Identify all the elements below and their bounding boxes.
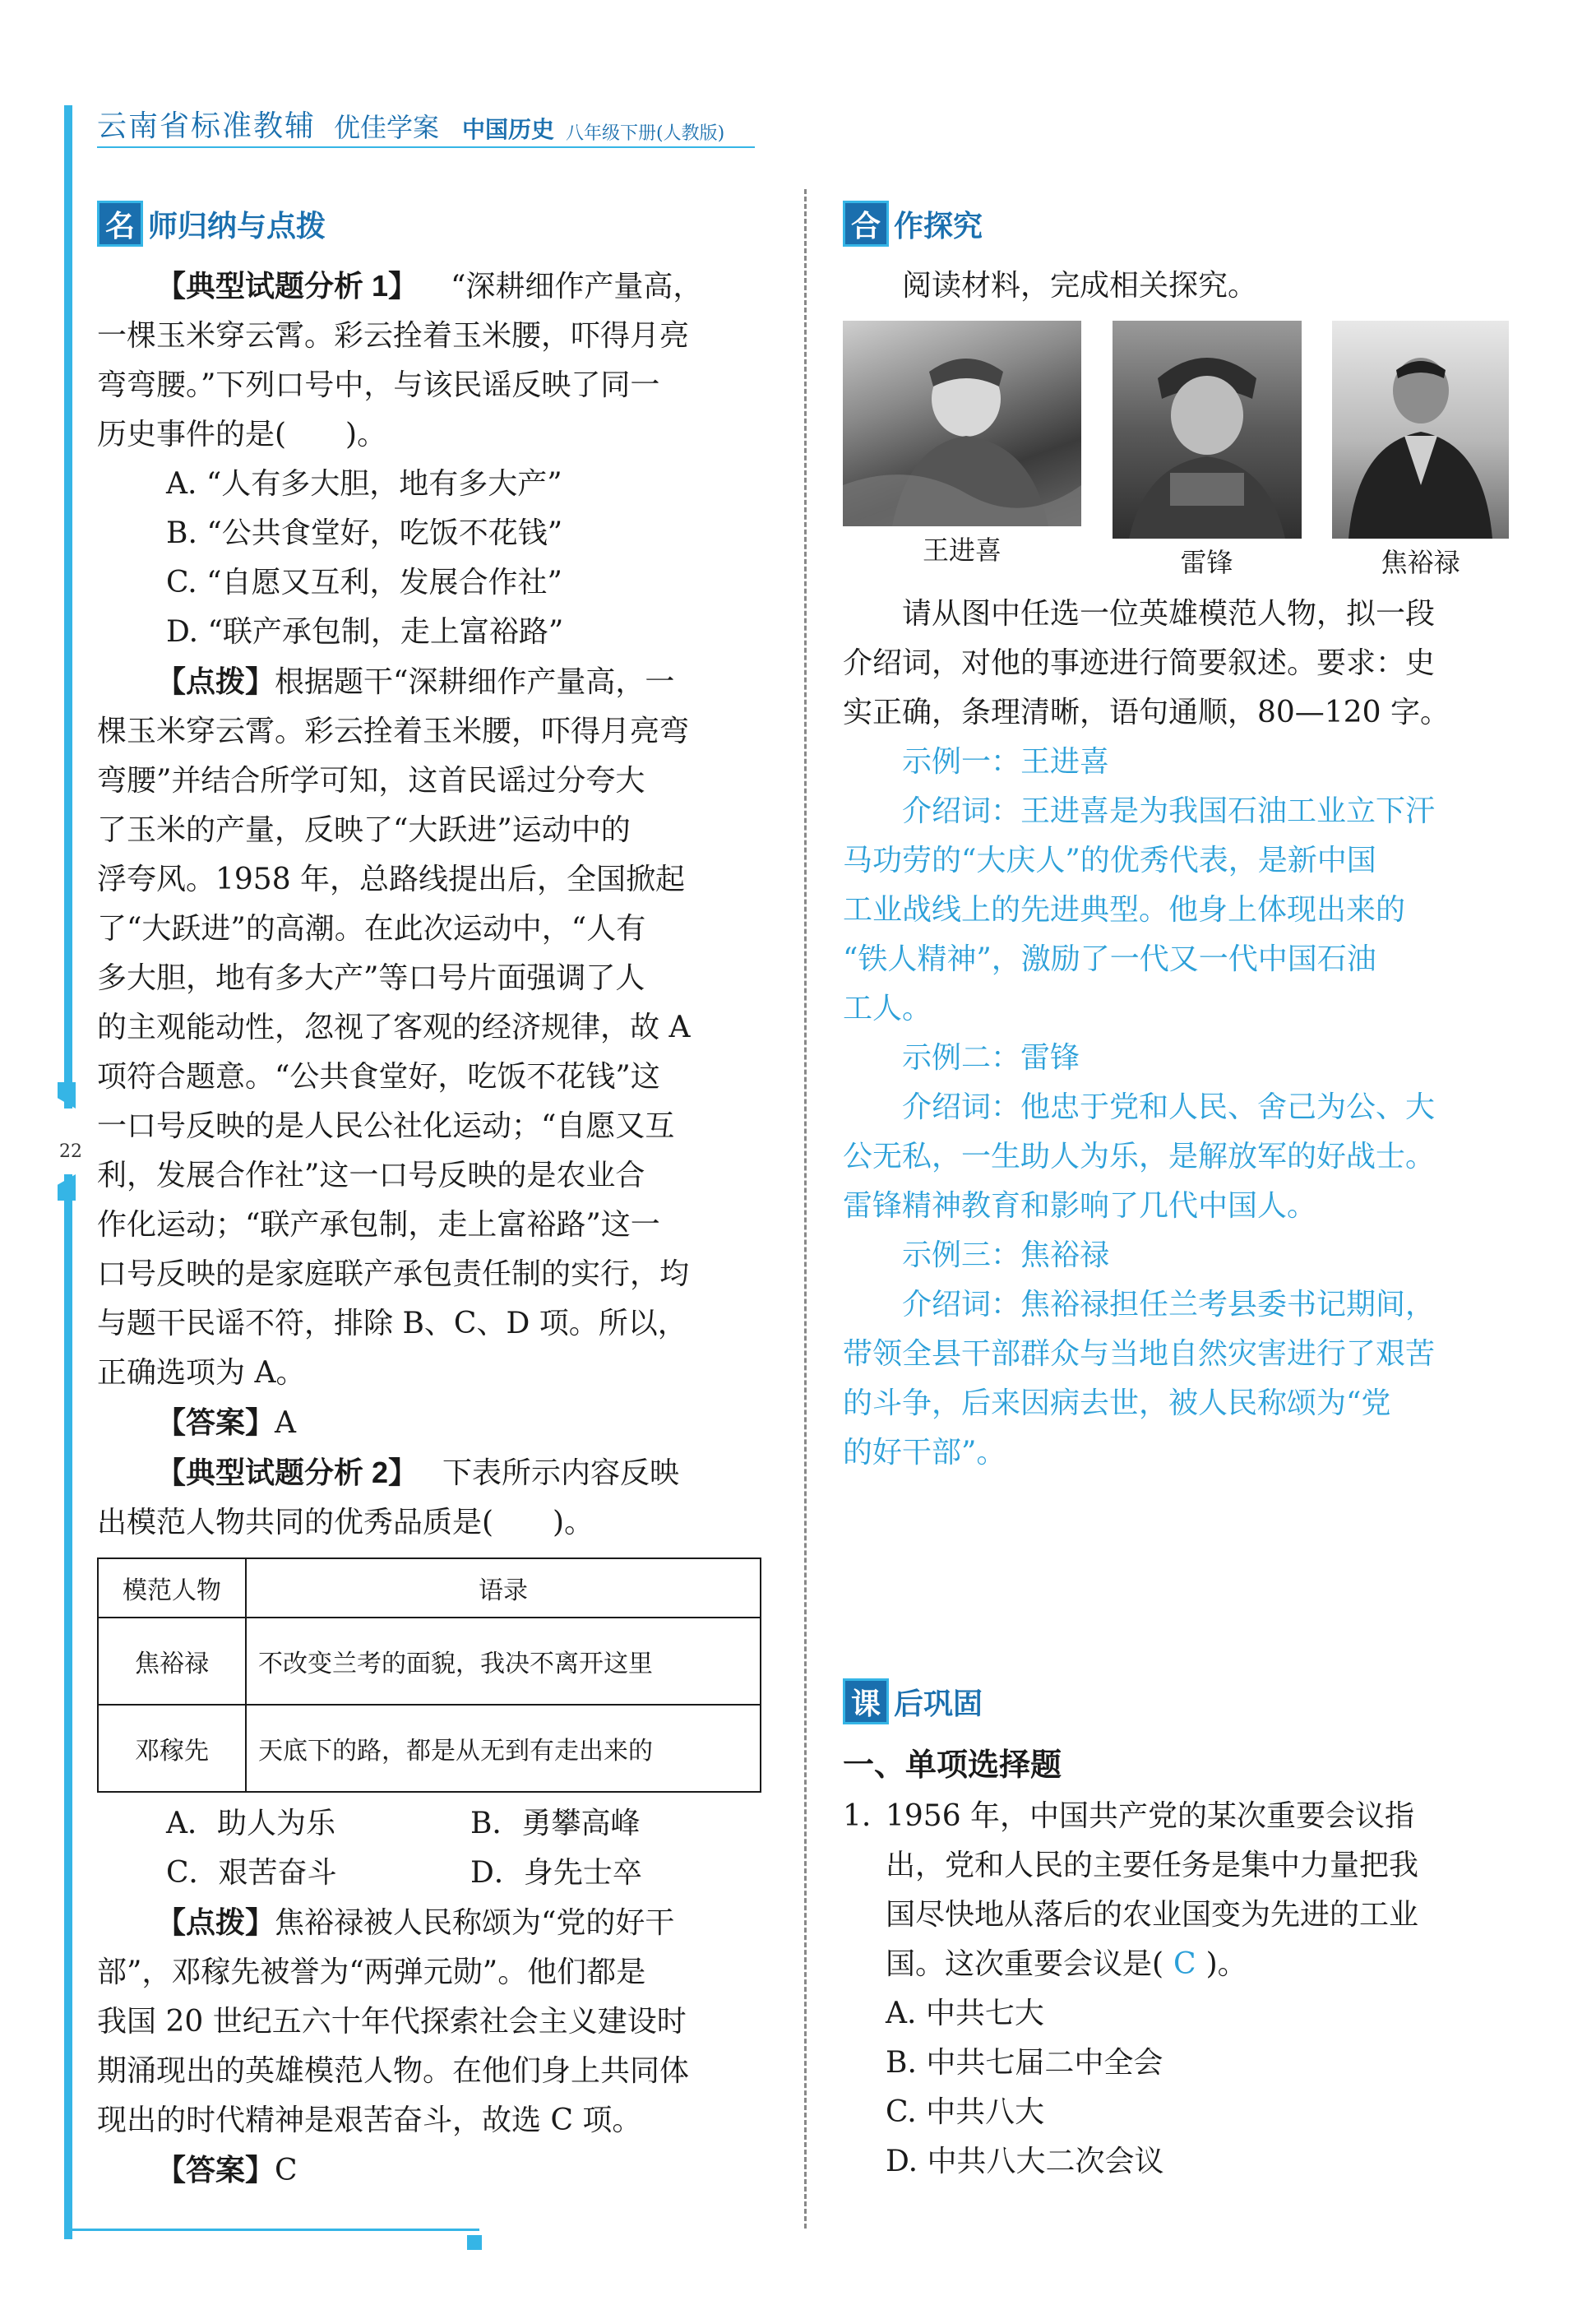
photo-caption: 王进喜 <box>922 535 1002 566</box>
mcq-line: 出，党和人民的主要任务是集中力量把我 <box>886 1849 1419 1882</box>
hero-photos <box>843 321 1509 583</box>
table-row <box>98 1705 761 1792</box>
example-1-line: 介绍词：王进喜是为我国石油工业立下汗 <box>902 794 1436 828</box>
q1-tip-line: 的主观能动性，忽视了客观的经济规律，故 A <box>97 1011 691 1044</box>
q1-tip-line: 浮夸风。1958 年，总路线提出后，全国掀起 <box>97 863 686 896</box>
section-title: 后巩固 <box>894 1686 983 1720</box>
q1-stem-line-1: 【典型试题分析 1】 “深耕细作产量高， <box>156 269 703 303</box>
example-2-title: 示例二：雷锋 <box>902 1041 1080 1075</box>
margin-bar-top <box>64 105 72 1109</box>
mcq-option-c: C. 中共八大 <box>886 2095 1045 2129</box>
mcq-option-b: B. 中共七届二中全会 <box>886 2046 1163 2080</box>
section-header-teacher <box>97 197 771 250</box>
section-header-review <box>843 1675 1509 1728</box>
q1-tip-line-1: 【点拨】根据题干“深耕细作产量高，一 <box>156 664 675 699</box>
example-3-line: 的斗争，后来因病去世，被人民称颂为“党 <box>843 1386 1391 1420</box>
section-icon-box: 名 <box>97 201 143 247</box>
table-cell: 不改变兰考的面貌，我决不离开这里 <box>246 1618 761 1705</box>
example-3-line: 介绍词：焦裕禄担任兰考县委书记期间， <box>902 1288 1436 1321</box>
spacer <box>843 1478 1509 1675</box>
q2-tip-line-1: 【点拨】焦裕禄被人民称颂为“党的好干 <box>156 1905 675 1940</box>
mcq-question <box>843 1792 1509 2187</box>
mcq-line: 1956 年，中国共产党的某次重要会议指 <box>886 1799 1415 1833</box>
q2-tip-line: 我国 20 世纪五六十年代探索社会主义建设时 <box>97 2005 687 2039</box>
header-grade: 八年级下册(人教版) <box>566 123 725 144</box>
header-rule <box>97 146 755 148</box>
section-header-cooperation <box>843 197 1509 250</box>
q2-stem-line: 出模范人物共同的优秀品质是( )。 <box>97 1506 594 1539</box>
header-subject: 中国历史 <box>462 117 555 142</box>
example-2-line: 雷锋精神教育和影响了几代中国人。 <box>843 1189 1317 1223</box>
photo-jiao-yulu <box>1332 321 1509 583</box>
q1-tip-line: 棵玉米穿云霄。彩云拴着玉米腰，吓得月亮弯 <box>97 715 690 748</box>
q1-tip-line: 了玉米的产量，反映了“大跃进”运动中的 <box>97 813 631 847</box>
table-cell: 天底下的路，都是从无到有走出来的 <box>246 1705 761 1792</box>
q1-tip-line: 与题干民谣不符，排除 B、C、D 项。所以， <box>97 1307 687 1340</box>
q1-tip-line: 多大胆，地有多大产”等口号片面强调了人 <box>97 961 645 995</box>
q1-stem-line: 弯弯腰。”下列口号中，与该民谣反映了同一 <box>97 368 660 402</box>
margin-bar-bottom <box>64 1174 72 2239</box>
photo-image <box>1113 321 1302 539</box>
left-column <box>97 197 771 2196</box>
q2-option-d: D．身先士卒 <box>470 1856 642 1890</box>
mcq-body <box>886 1792 1509 2187</box>
q2-answer: 【答案】C <box>156 2153 298 2187</box>
mcq-option-a: A. 中共七大 <box>886 1997 1044 2030</box>
section-icon-box: 课 <box>843 1678 889 1724</box>
photo-wang-jinxi <box>843 321 1081 583</box>
header-series: 云南省标准教辅 <box>97 109 317 143</box>
q1-tag: 【典型试题分析 1】 <box>156 269 419 303</box>
q2-tip-line: 部”，邓稼先被誉为“两弹元勋”。他们都是 <box>97 1956 646 1989</box>
photo-image <box>843 321 1081 526</box>
q1-tip-line: 口号反映的是家庭联产承包责任制的实行，均 <box>97 1257 690 1291</box>
q1-tip-line: 正确选项为 A。 <box>97 1356 306 1390</box>
example-2-line: 介绍词：他忠于党和人民、舍己为公、大 <box>902 1090 1436 1124</box>
task-line: 实正确，条理清晰，语句通顺，80—120 字。 <box>843 696 1450 729</box>
q1-tip-tag: 【点拨】 <box>156 664 275 698</box>
task-line: 介绍词，对他的事迹进行简要叙述。要求：史 <box>843 646 1436 680</box>
q1-option-d: D. “联产承包制，走上富裕路” <box>166 615 564 649</box>
table-header-cell: 模范人物 <box>98 1558 246 1618</box>
photo-image <box>1332 321 1509 539</box>
q1-tip-line: 一口号反映的是人民公社化运动；“自愿又互 <box>97 1109 675 1143</box>
column-divider <box>804 189 807 2229</box>
q1-tip-line: 项符合题意。“公共食堂好，吃饭不花钱”这 <box>97 1060 660 1094</box>
q2-option-b: B．勇攀高峰 <box>470 1807 641 1840</box>
example-1-title: 示例一：王进喜 <box>902 745 1110 779</box>
photo-caption: 雷锋 <box>1180 547 1233 578</box>
q1-tip-line: 弯腰”并结合所学可知，这首民谣过分夸大 <box>97 764 645 798</box>
photo-caption: 焦裕禄 <box>1381 547 1460 578</box>
mcq-number: 1. <box>843 1799 872 1833</box>
section-icon-box: 合 <box>843 201 889 247</box>
table-row <box>98 1618 761 1705</box>
q2-table <box>97 1557 761 1793</box>
q1-option-a: A. “人有多大胆，地有多大产” <box>166 467 562 501</box>
page-header <box>97 105 724 145</box>
example-1-line: “铁人精神”，激励了一代又一代中国石油 <box>843 942 1376 976</box>
example-3-line: 的好干部”。 <box>843 1436 1006 1470</box>
mcq-line: 国。这次重要会议是( C )。 <box>886 1947 1247 1981</box>
q1-answer: 【答案】A <box>156 1405 297 1440</box>
header-brand: 优佳学案 <box>334 113 440 142</box>
q2-tip-line: 现出的时代精神是艰苦奋斗，故选 C 项。 <box>97 2104 642 2137</box>
intro-text: 阅读材料，完成相关探究。 <box>902 269 1258 303</box>
mcq-answer: C <box>1173 1947 1196 1981</box>
mcq-option-d: D. 中共八大二次会议 <box>886 2145 1164 2178</box>
q1-stem-line: 一棵玉米穿云霄。彩云拴着玉米腰，吓得月亮 <box>97 319 690 353</box>
mcq-line: 国尽快地从落后的农业国变为先进的工业 <box>886 1898 1419 1932</box>
table-header-row <box>98 1558 761 1618</box>
q1-tip-line: 作化运动；“联产承包制，走上富裕路”这一 <box>97 1208 660 1242</box>
q1-option-b: B. “公共食堂好，吃饭不花钱” <box>166 516 563 550</box>
example-1-line: 工人。 <box>843 992 932 1025</box>
table-cell: 邓稼先 <box>98 1705 246 1792</box>
table-header-cell: 语录 <box>246 1558 761 1618</box>
q2-tip-tag: 【点拨】 <box>156 1905 275 1939</box>
page-number: 22 <box>59 1141 82 1162</box>
q1-option-c: C. “自愿又互利，发展合作社” <box>166 566 562 599</box>
q2-option-c: C．艰苦奋斗 <box>166 1856 337 1890</box>
table-cell: 焦裕禄 <box>98 1618 246 1705</box>
task-line: 请从图中任选一位英雄模范人物，拟一段 <box>902 597 1436 631</box>
q2-tip-line: 期涌现出的英雄模范人物。在他们身上共同体 <box>97 2054 690 2088</box>
bottom-square-marker <box>467 2235 482 2250</box>
section-title: 作探究 <box>894 208 983 243</box>
subsection-heading: 一、单项选择题 <box>843 1748 1062 1783</box>
example-3-title: 示例三：焦裕禄 <box>902 1238 1110 1272</box>
q2-option-a: A．助人为乐 <box>166 1807 335 1840</box>
right-column <box>843 197 1509 2187</box>
example-3-line: 带领全县干部群众与当地自然灾害进行了艰苦 <box>843 1337 1436 1371</box>
q1-tip-line: 利，发展合作社”这一口号反映的是农业合 <box>97 1159 645 1192</box>
example-1-line: 马功劳的“大庆人”的优秀代表，是新中国 <box>843 844 1376 877</box>
example-1-line: 工业战线上的先进典型。他身上体现出来的 <box>843 893 1406 927</box>
bottom-rule <box>64 2229 479 2231</box>
q1-stem-line: 历史事件的是( )。 <box>97 418 387 451</box>
section-title: 师归纳与点拨 <box>148 208 326 243</box>
photo-lei-feng <box>1113 321 1302 583</box>
q2-options <box>97 1799 771 1898</box>
q2-stem-line-1: 【典型试题分析 2】 下表所示内容反映 <box>156 1456 680 1490</box>
example-2-line: 公无私，一生助人为乐，是解放军的好战士。 <box>843 1140 1436 1173</box>
q1-tip-line: 了“大跃进”的高潮。在此次运动中，“人有 <box>97 912 646 946</box>
q2-tag: 【典型试题分析 2】 <box>156 1456 419 1489</box>
